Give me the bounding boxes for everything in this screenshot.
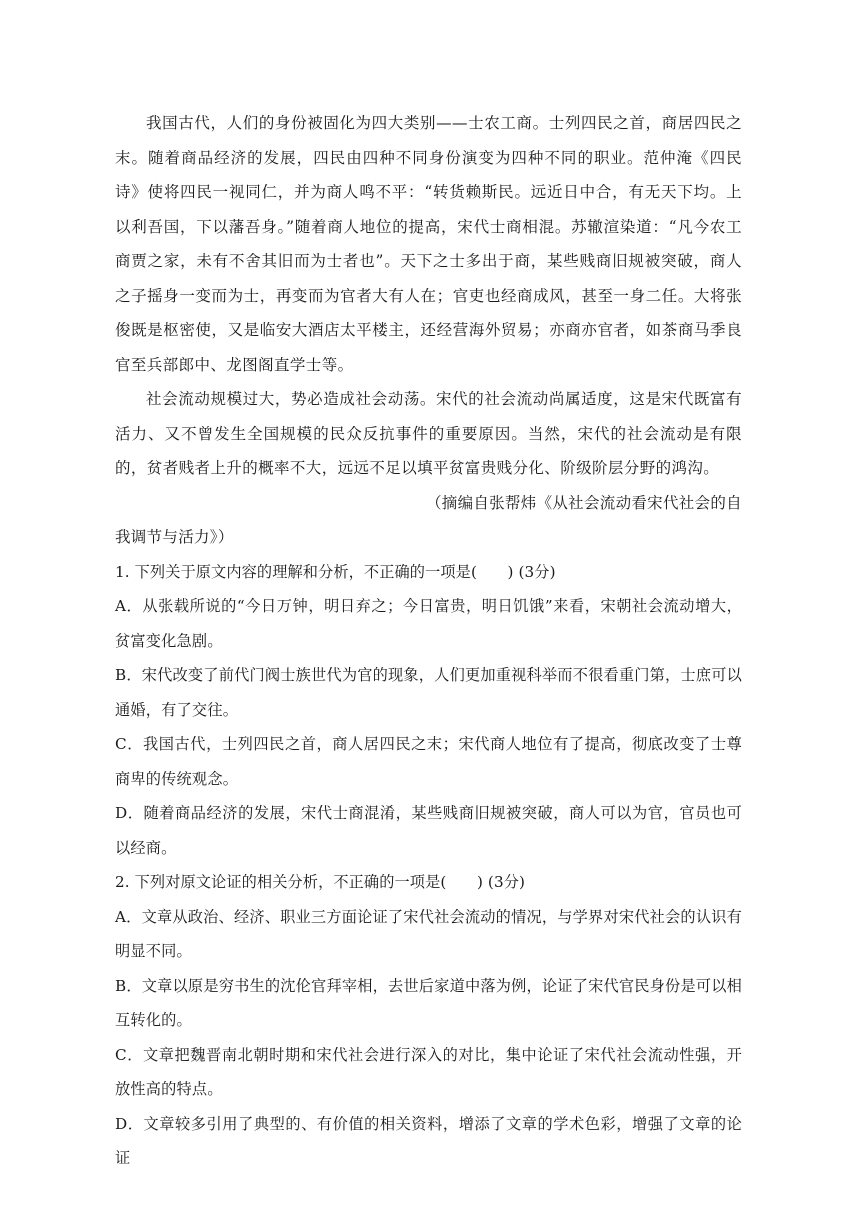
question-2-option-b: B．文章以原是穷书生的沈伦官拜宰相，去世后家道中落为例，论证了宋代官民身份是可以相互转化的。 bbox=[115, 976, 742, 1029]
question-2-option-a: A．文章从政治、经济、职业三方面论证了宋代社会流动的情况，与学界对宋代社会的认识有明显不同。 bbox=[115, 907, 742, 960]
source-line-2: 我调节与活力》） bbox=[115, 528, 234, 546]
question-1-option-c: C．我国古代，士列四民之首，商人居四民之末；宋代商人地位有了提高，彻底改变了士尊商卑的传统观念。 bbox=[115, 735, 742, 788]
passage-paragraph-1: 我国古代，人们的身份被固化为四大类别——士农工商。士列四民之首，商居四民之末。随着商品经济的发展，四民由四种不同身份演变为四种不同的职业。范仲淹《四民诗》使将四民一视同仁，并为商人鸣不平：“转货赖斯民。远近日中合，有无天下均。上以利吾国，下以藩吾身。”随着商人地位的提高，宋代士商相混。苏辙渲染道：“凡今农工商贾之家，未有不舍其旧而为士者也”。天下之士多出于商，某些贱商旧规被突破，商人之子摇身一变而为士，再变而为官者大有人在；官吏也经商成风，甚至一身二任。大将张俊既是枢密使，又是临安大酒店太平楼主，还经营海外贸易；亦商亦官者，如茶商马季良官至兵部郎中、龙图阁直学士等。 bbox=[115, 114, 742, 374]
source-line-1: （摘编自张帮炜《从社会流动看宋代社会的自 bbox=[425, 493, 742, 512]
question-2-stem: 2. 下列对原文论证的相关分析，不正确的一项是( ) (3分) bbox=[115, 873, 526, 891]
question-1-option-d: D．随着商品经济的发展，宋代士商混淆，某些贱商旧规被突破，商人可以为官，官员也可以经商。 bbox=[115, 804, 742, 857]
question-1-stem: 1. 下列关于原文内容的理解和分析，不正确的一项是( ) (3分) bbox=[115, 562, 556, 581]
question-2-option-d: D．文章较多引用了典型的、有价值的相关资料，增添了文章的学术色彩，增强了文章的论证 bbox=[115, 1114, 742, 1167]
question-1-option-b: B．宋代改变了前代门阀士族世代为官的现象，人们更加重视科举而不很看重门第，士庶可以通婚，有了交往。 bbox=[115, 666, 742, 719]
question-2-option-c: C．文章把魏晋南北朝时期和宋代社会进行深入的对比，集中论证了宋代社会流动性强，开放性高的特点。 bbox=[115, 1045, 742, 1098]
passage-source-citation bbox=[115, 486, 742, 555]
passage-paragraph-2: 社会流动规模过大，势必造成社会动荡。宋代的社会流动尚属适度，这是宋代既富有活力、又不曾发生全国规模的民众反抗事件的重要原因。当然，宋代的社会流动是有限的，贫者贱者上升的概率不大，远远不足以填平贫富贵贱分化、阶级阶层分野的鸿沟。 bbox=[115, 390, 742, 477]
question-1-option-a: A．从张载所说的“今日万钟，明日弃之；今日富贵，明日饥饿”来看，宋朝社会流动增大，贫富变化急剧。 bbox=[115, 597, 742, 650]
